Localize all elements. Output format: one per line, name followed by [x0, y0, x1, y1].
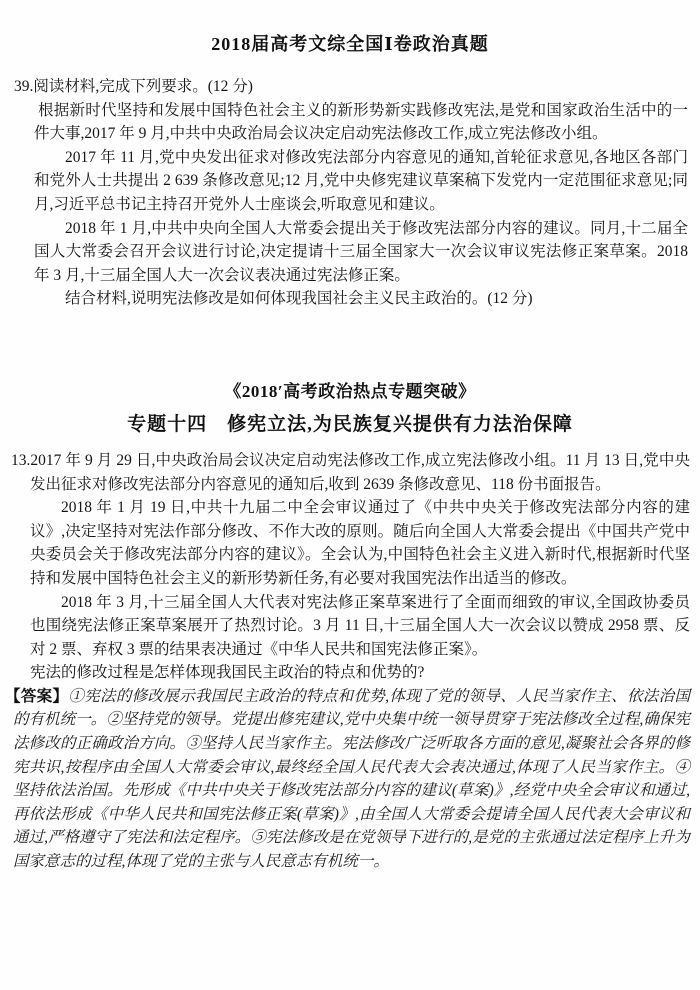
question-13-first-paragraph: [11, 449, 690, 496]
material-paragraph: 2017 年 9 月 29 日,中央政治局会议决定启动宪法修改工作,成立宪法修改小组。11 月 13 日,党中央发出征求对修改宪法部分内容意见的通知后,收到 2639 条修改意见、118 份书面报告。: [30, 451, 690, 493]
answer-text: ①宪法的修改展示我国民主政治的特点和优势,体现了党的领导、人民当家作主、依法治国的有机统一。②坚持党的领导。党提出修宪建议,党中央集中统一领导贯穿于宪法修改全过程,确保宪法修改的正确政治方向。③坚持人民当家作主。宪法修改广泛听取各方面的意见,凝聚社会各界的修宪共识,按程序由全国人大常委会审议,最终经全国人民代表大会表决通过,体现了人民当家作主。④坚持依法治国。先形成《中共中央关于修改宪法部分内容的建议(草案)》,经党中央全会审议和通过,再依法形成《中华人民共和国宪法修正案(草案)》,由全国人大常委会提请全国人民代表大会审议和通过,严格遵守了宪法和法定程序。⑤宪法修改是在党领导下进行的,是党的主张通过法定程序上升为国家意志的过程,体现了党的主张与人民意志有机统一。: [13, 687, 690, 871]
question-39-heading: [14, 75, 688, 99]
page-title: 2018届高考文综全国Ⅰ卷政治真题: [211, 34, 489, 54]
question-13: [11, 449, 690, 685]
question-39: [0, 75, 700, 311]
booklet-title: 《2018′高考政治热点专题突破》: [224, 381, 476, 401]
topic-title: 专题十四 修宪立法,为民族复兴提供有力法治保障: [127, 413, 573, 435]
question-39-number: 39.: [14, 78, 34, 95]
material-paragraph: 2018 年 1 月 19 日,中共十九届二中全会审议通过了《中共中央关于修改宪法部分内容的建议》,决定坚持对宪法作部分修改、不作大改的原则。随后向全国人大常委会提出《中国共产党中央委员会关于修改宪法部分内容的建议》。全会认为,中国特色社会主义进入新时代,根据新时代坚持和发展中国特色社会主义的新形势新任务,有必要对我国宪法作出适当的修改。: [30, 499, 690, 587]
answer-section: [5, 685, 690, 874]
material-paragraph: 2018 年 3 月,十三届全国人大代表对宪法修正案草案进行了全面而细致的审议,全国政协委员也围绕宪法修正案草案展开了热烈讨论。3 月 11 日,十三届全国人大一次会议以赞成 2958 票、反对 2 票、弃权 3 票的结果表决通过《中华人民共和国宪法修正案》。: [30, 593, 690, 658]
question-13-number: 13.: [11, 451, 31, 469]
material-paragraph: 2018 年 1 月,中共中央向全国人大常委会提出关于修改宪法部分内容的建议。同月,十二届全国人大常委会召开会议进行讨论,决定提请十三届全国家大一次会议审议宪法修正案草案。2018 年 3 月,十三届全国人大一次会议表决通过宪法修正案。: [34, 219, 688, 284]
answer-label: 【答案】: [5, 687, 69, 705]
question-39-material: [34, 99, 688, 311]
material-paragraph: 2017 年 11 月,党中央发出征求对修改宪法部分内容意见的通知,首轮征求意见,各地区各部门和党外人士共提出 2 639 条修改意见;12 月,党中央修宪建议草案稿下发党内一定范围征求意见;同月,习近平总书记主持召开党外人士座谈会,听取意见和建议。: [34, 148, 688, 213]
question-39-prompt: 阅读材料,完成下列要求。(12 分): [33, 78, 253, 95]
material-paragraph: 根据新时代坚持和发展中国特色社会主义的新形势新实践修改宪法,是党和国家政治生活中的一件大事,2017 年 9 月,中共中央政治局会议决定启动宪法修改工作,成立宪法修改小组。: [34, 101, 688, 143]
question-13-task: 宪法的修改过程是怎样体现我国民主政治的特点和优势的?: [30, 664, 425, 682]
question-39-task: 结合材料,说明宪法修改是如何体现我国社会主义民主政治的。(12 分): [65, 290, 533, 308]
